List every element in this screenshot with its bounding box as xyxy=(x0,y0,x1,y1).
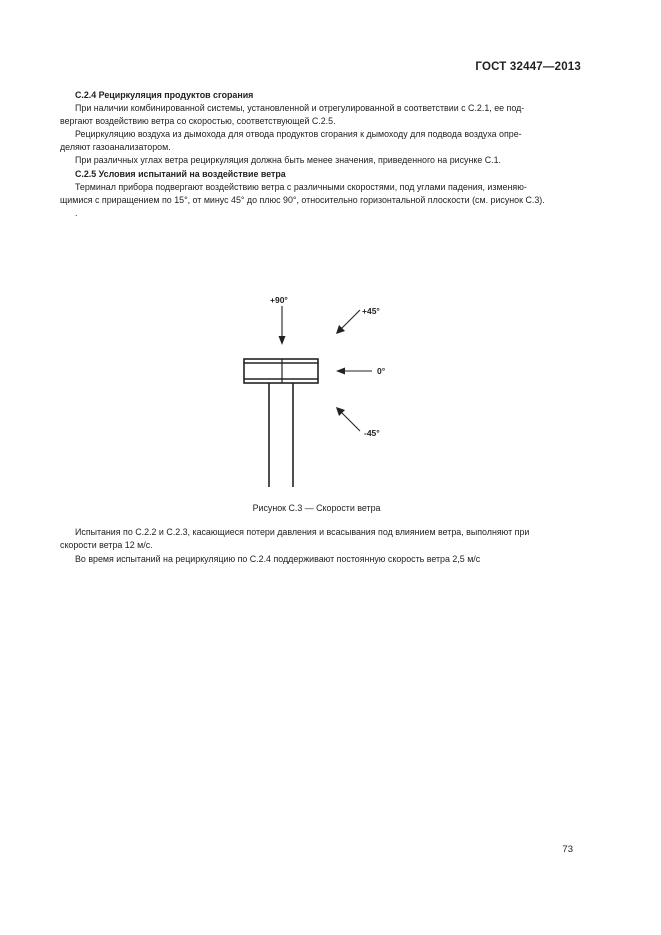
c25-para1-line1: Терминал прибора подвергают воздействию ветра с различными скоростями, под углами падения, изменяю- xyxy=(75,181,527,192)
heading-c24: С.2.4 Рециркуляция продуктов сгорания xyxy=(75,90,254,100)
heading-c25: С.2.5 Условия испытаний на воздействие ветра xyxy=(75,168,286,179)
label-plus45: +45° xyxy=(362,306,380,316)
label-zero: 0° xyxy=(377,366,386,376)
c24-para2-line2: деляют газоанализатором. xyxy=(60,142,171,153)
c25-para1-line2: щимися с приращением по 15°, от минус 45° до плюс 90°, относительно горизонтальной плоскости (см. рисунок С.3). xyxy=(60,194,545,205)
label-minus45: -45° xyxy=(364,428,380,438)
main-text xyxy=(60,89,581,220)
closing-para1-line1: Испытания по С.2.2 и С.2.3, касающиеся потери давления и всасывания под влиянием ветра, выполняют при xyxy=(75,527,530,537)
page-number: 73 xyxy=(562,844,573,855)
c24-para1-line1: При наличии комбинированной системы, установленной и отрегулированной в соответствии с С.2.1, ее под- xyxy=(75,103,525,114)
stray-mark: . xyxy=(75,207,78,218)
arrow-minus45-shaft xyxy=(342,413,360,431)
c24-para1-line2: вергают воздействию ветра со скоростью, соответствующей С.2.5. xyxy=(60,116,336,127)
closing-para2: Во время испытаний на рециркуляцию по С.2.4 поддерживают постоянную скорость ветра 2,5 м/с xyxy=(75,553,481,564)
closing-text xyxy=(60,526,582,566)
closing-para1-line2: скорости ветра 12 м/с. xyxy=(60,540,153,551)
c24-para3: При различных углах ветра рециркуляция должна быть менее значения, приведенного на рисунке С.1. xyxy=(75,155,502,166)
figure-caption: Рисунок С.3 — Скорости ветра xyxy=(252,503,381,513)
document-id: ГОСТ 32447—2013 xyxy=(475,61,581,73)
arrow-plus45-shaft xyxy=(341,310,360,329)
wind-speed-diagram xyxy=(232,290,402,490)
label-plus90: +90° xyxy=(270,295,288,305)
arrow-plus90-head xyxy=(279,336,286,345)
arrow-zero-head xyxy=(336,368,345,375)
c24-para2-line1: Рециркуляцию воздуха из дымохода для отвода продуктов сгорания к дымоходу для подвода воздуха опре- xyxy=(75,129,522,140)
